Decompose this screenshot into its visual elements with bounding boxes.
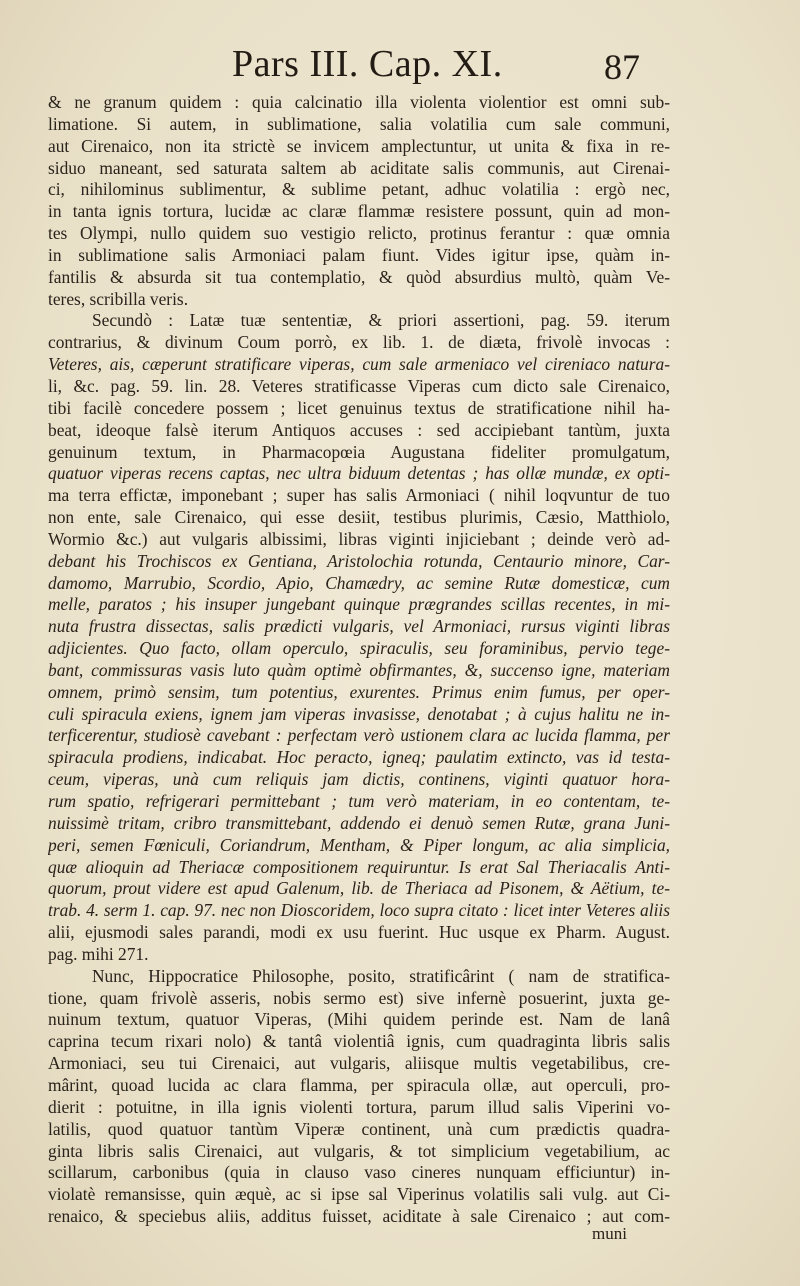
text-line: quatuor viperas recens captas, nec ultra biduum detentas ; has ollæ mundæ, ex opti-: [48, 463, 670, 484]
text-line: & ne granum quidem : quia calcinatio illa violenta violentior est omni sub-: [48, 92, 670, 112]
text-line: non ente, sale Cirenaico, qui esse desiit, testibus plurimis, Cæsio, Matthiolo,: [48, 507, 670, 528]
text-line: dierit : potuitne, in illa ignis violenti tortura, parum illud salis Viperini vo-: [48, 1096, 670, 1117]
text-line: li, &c. pag. 59. lin. 28. Veteres stratificasse Viperas cum dicto sale Cirenaico,: [48, 375, 670, 396]
text-line: spiracula prodiens, indicabat. Hoc peracto, igneq; paulatim extincto, vas id testa-: [48, 747, 670, 768]
body-text: [48, 92, 670, 1242]
text-line: ceum, viperas, unà cum reliquis jam dictis, continens, viginti quatuor hora-: [48, 769, 670, 790]
text-line: tibi facilè concedere possem ; licet genuinus textus de stratificatione nihil ha-: [48, 397, 670, 418]
catchword: muni: [592, 1224, 627, 1243]
text-line: Nunc, Hippocratice Philosophe, posito, stratificârint ( nam de stratifica-: [92, 965, 670, 986]
text-line: teres, scribilla veris.: [48, 288, 189, 309]
text-line: aut Cirenaico, non ita strictè se invicem amplectuntur, ut unita & fixa in re-: [48, 135, 670, 156]
text-line: melle, paratos ; his insuper jungebant quinque prægrandes scillas recentes, in mi-: [48, 594, 670, 615]
text-line: mârint, quoad lucida ac clara flamma, per spiracula ollæ, aut operculi, pro-: [48, 1074, 670, 1095]
page-header: [0, 38, 800, 88]
text-line: omnem, primò sensim, tum potentius, exurentes. Primus enim fumus, per oper-: [48, 681, 670, 702]
text-line: Armoniaci, seu tui Cirenaici, aut vulgaris, aliisque multis vegetabilibus, cre-: [48, 1053, 670, 1074]
text-line: debant his Trochiscos ex Gentiana, Aristolochia rotunda, Centaurio minore, Car-: [48, 550, 670, 571]
running-head: Pars III. Cap. XI.: [232, 43, 503, 85]
text-line: nuta frustra dissectas, salis prædicti vulgaris, vel Armoniaci, rursus viginti libras: [48, 616, 670, 637]
text-line: nuissimè tritam, cribro transmittebant, addendo ei denuò semen Rutæ, grana Juni-: [48, 812, 670, 833]
text-line: Secundò : Latæ tuæ sententiæ, & priori assertioni, pag. 59. iterum: [92, 310, 670, 331]
text-line: terficerentur, studiosè cavebant : perfectam verò ustionem clara ac lucida flamma, per: [48, 725, 670, 746]
text-line: in sublimatione salis Armoniaci palam fiunt. Vides igitur ipse, quàm in-: [48, 244, 670, 265]
text-line: quorum, prout videre est apud Galenum, lib. de Theriaca ad Pisonem, & Aëtium, te-: [48, 878, 670, 899]
text-line: latilis, quod quatuor tantùm Viperæ continent, unà cum prædictis quadra-: [48, 1118, 670, 1139]
text-line: in tanta ignis tortura, lucidæ ac claræ flammæ resistere possunt, quin ad mon-: [48, 201, 670, 222]
text-line: renaico, & speciebus aliis, additus fuisset, aciditate à sale Cirenaico ; aut com-: [48, 1206, 670, 1227]
page-number: 87: [604, 47, 640, 87]
text-line: contrarius, & divinum Coum porrò, ex lib. 1. de diæta, frivolè invocas :: [48, 332, 670, 353]
text-line: peri, semen Fœniculi, Coriandrum, Mentham, & Piper longum, ac alia simplicia,: [48, 834, 670, 855]
text-line: rum spatio, refrigerari permittebant ; tum verò materiam, in eo contentam, te-: [48, 791, 670, 811]
text-line: quæ alioquin ad Theriacæ compositionem requiruntur. Is erat Sal Theriacalis Anti-: [48, 856, 670, 877]
text-line: ci, nihilominus sublimentur, & sublime petant, adhuc volatilia : ergò nec,: [48, 179, 670, 200]
text-line: alii, ejusmodi sales parandi, modi ex usu fuerint. Huc usque ex Pharm. August.: [48, 922, 670, 943]
text-line: ginta libris salis Cirenaici, aut vulgaris, & tot simplicium vegetabilium, ac: [48, 1140, 670, 1161]
text-line: tione, quam frivolè asseris, nobis sermo est) sive infernè posuerint, juxta ge-: [48, 987, 670, 1008]
text-line: scillarum, carbonibus (quia in clauso vaso cineres nunquam efficiuntur) in-: [48, 1162, 670, 1183]
text-line: bant, commissuras vasis luto quàm optimè obfirmantes, &, succenso igne, materiam: [48, 659, 670, 680]
text-line: caprina tecum rixari nolo) & tantâ violentiâ ignis, cum quadraginta libris salis: [48, 1031, 670, 1052]
text-line: Veteres, ais, cæperunt stratificare viperas, cum sale armeniaco vel cireniaco natura-: [48, 354, 670, 375]
text-line: culi spiracula exiens, ignem jam viperas invasisse, denotabat ; à cujus halitu ne in-: [48, 703, 670, 724]
text-line: tes Olympi, nullo quidem suo vestigio relicto, protinus ferantur : quæ omnia: [48, 223, 670, 244]
text-line: genuinum textum, in Pharmacopœia Augustana fideliter promulgatum,: [48, 441, 670, 462]
text-line: damomo, Marrubio, Scordio, Apio, Chamædry, ac semine Rutæ domesticæ, cum: [48, 572, 670, 593]
text-line: violatè remansisse, quin æquè, ac si ipse sal Viperinus volatilis sali vulg. aut Ci-: [48, 1184, 670, 1205]
text-line: nuinum textum, quatuor Viperas, (Mihi quidem perinde est. Nam de lanâ: [48, 1009, 670, 1030]
text-line: siduo maneant, sed saturata saltem ab aciditate salis communis, aut Cirenai-: [48, 157, 670, 178]
text-line: adjicientes. Quo facto, ollam operculo, spiraculis, seu foraminibus, pervio tege-: [48, 638, 670, 659]
text-line: ma terra effictæ, imponebant ; super has salis Armoniaci ( nihil loqvuntur de tuo: [48, 485, 670, 506]
text-line: fantilis & absurda sit tua contemplatio, & quòd absurdius multò, quàm Ve-: [48, 266, 670, 287]
text-line: Wormio &c.) aut vulgaris albissimi, libras viginti injiciebant ; deinde verò ad-: [48, 528, 670, 549]
text-line: trab. 4. serm 1. cap. 97. nec non Dioscoridem, loco supra citato : licet inter Veteres aliis: [48, 900, 670, 921]
text-line: pag. mihi 271.: [48, 943, 149, 964]
text-line: limatione. Si autem, in sublimatione, salia volatilia cum sale communi,: [48, 113, 670, 134]
text-line: beat, ideoque falsè iterum Antiquos accuses : sed accipiebant tantùm, juxta: [48, 419, 670, 440]
